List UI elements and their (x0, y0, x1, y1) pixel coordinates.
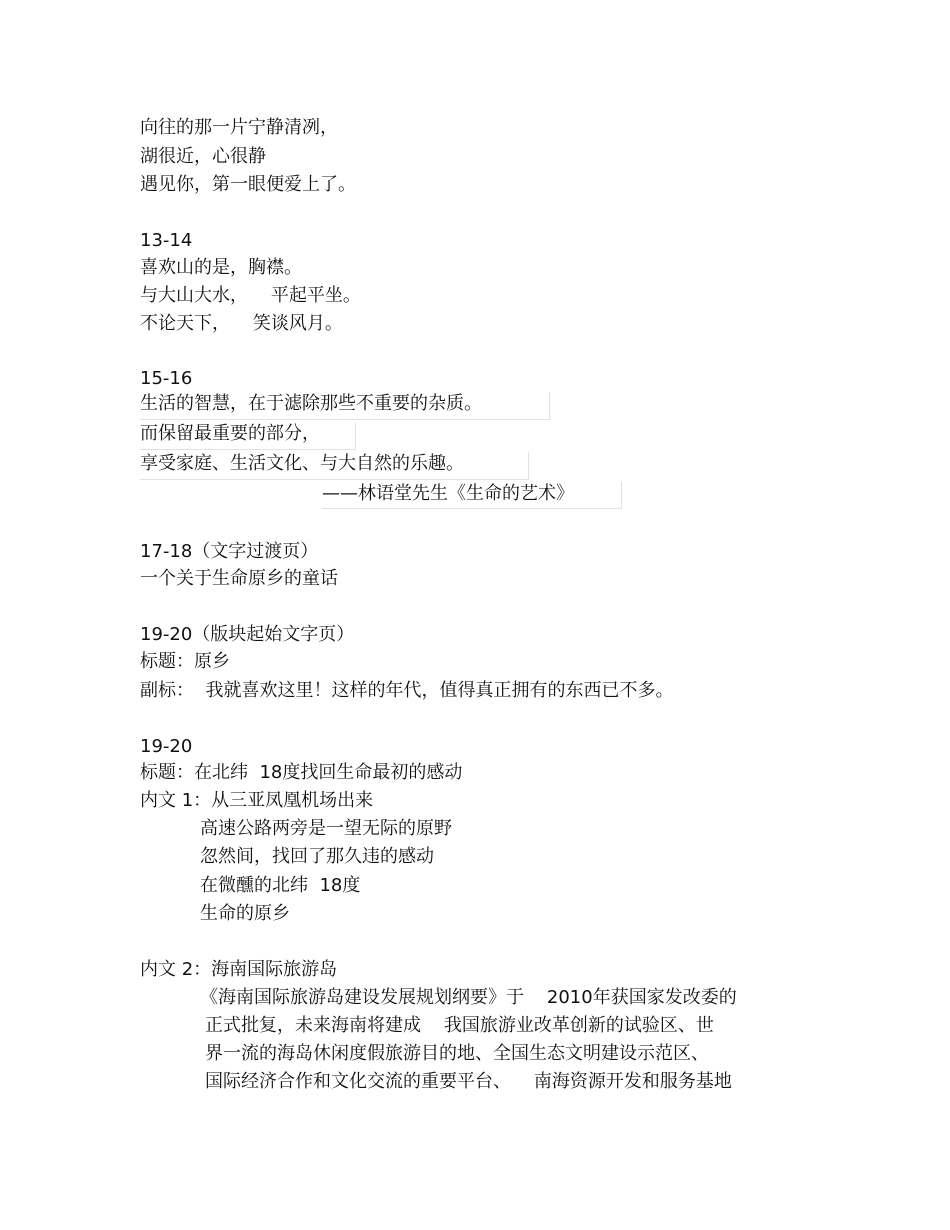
quote-line: 生活的智慧，在于滤除那些不重要的杂质。 (140, 392, 550, 420)
text-line: 在微醺的北纬 18度 (200, 875, 361, 896)
text-line: 《海南国际旅游岛建设发展规划纲要》于 2010年获国家发改委的 (200, 987, 737, 1008)
section-number: 17-18（文字过渡页） (140, 541, 319, 562)
text-line: 生命的原乡 (200, 903, 290, 924)
text-line: 湖很近，心很静 (140, 146, 266, 167)
text-line: 与大山大水， 平起平坐。 (140, 285, 361, 306)
text-line: 国际经济合作和文化交流的重要平台、 南海资源开发和服务基地 (205, 1071, 732, 1092)
text-line: 不论天下， 笑谈风月。 (140, 313, 343, 334)
text-line: 标题：在北纬 18度找回生命最初的感动 (140, 762, 463, 783)
section-number: 19-20 (140, 736, 193, 757)
quote-line: 享受家庭、生活文化、与大自然的乐趣。 (140, 452, 529, 480)
section-number: 15-16 (140, 368, 193, 389)
text-line: 标题：原乡 (140, 651, 230, 672)
text-line: 喜欢山的是，胸襟。 (140, 257, 302, 278)
text-line: 遇见你，第一眼便爱上了。 (140, 174, 356, 195)
text-line: 高速公路两旁是一望无际的原野 (200, 818, 452, 839)
text-line: 向往的那一片宁静清冽， (140, 117, 338, 138)
text-line: 正式批复，未来海南将建成 我国旅游业改革创新的试验区、世 (205, 1015, 714, 1036)
section-number: 13-14 (140, 230, 193, 251)
text-line: 一个关于生命原乡的童话 (140, 568, 338, 589)
text-line: 副标： 我就喜欢这里！这样的年代，值得真正拥有的东西已不多。 (140, 680, 674, 701)
text-line: 界一流的海岛休闲度假旅游目的地、全国生态文明建设示范区、 (205, 1043, 709, 1064)
text-line: 内文 2：海南国际旅游岛 (140, 959, 338, 980)
quote-line: 而保留最重要的部分， (140, 422, 356, 450)
text-line: 忽然间，找回了那久违的感动 (200, 846, 434, 867)
section-number: 19-20（版块起始文字页） (140, 624, 355, 645)
text-line: 内文 1：从三亚凤凰机场出来 (140, 790, 374, 811)
quote-attribution: ——林语堂先生《生命的艺术》 (322, 482, 622, 509)
